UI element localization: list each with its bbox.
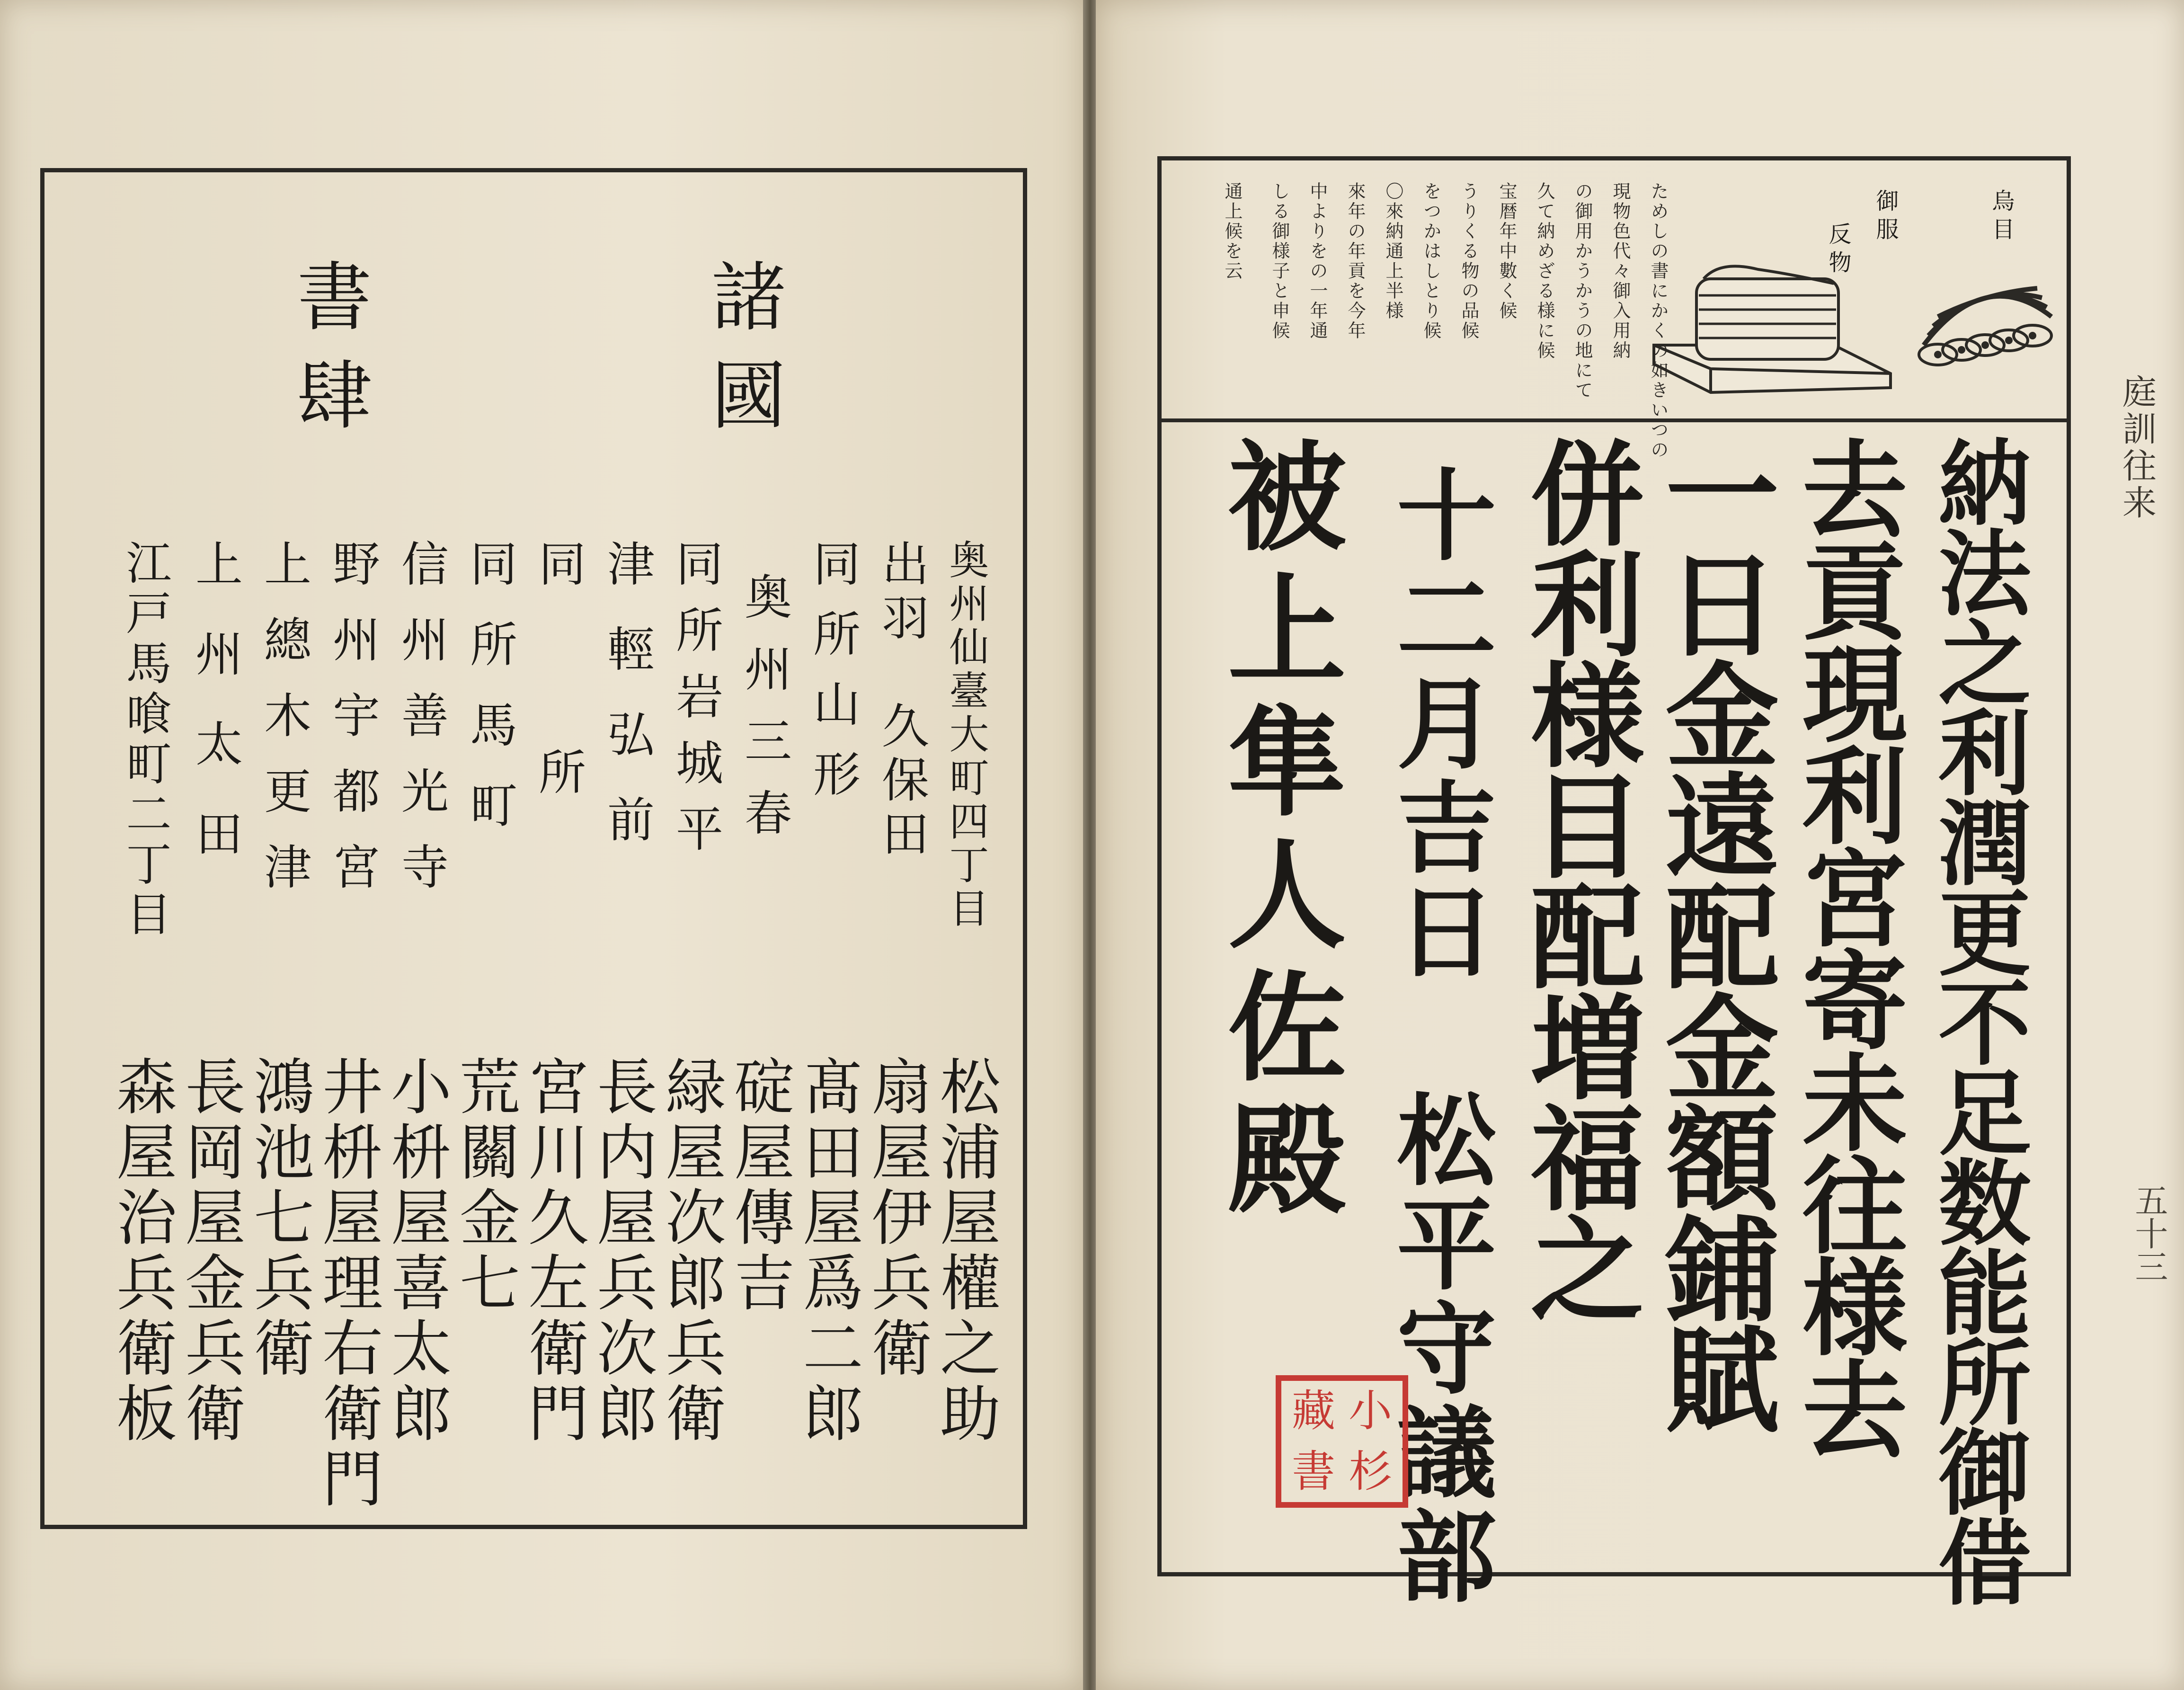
entry-shop: 髙田屋爲二郎: [792, 1055, 863, 1447]
caption-gofuku: 御服: [1872, 189, 1899, 246]
entry-location: 奥州三春: [737, 572, 792, 860]
seal-char: 書: [1292, 1446, 1336, 1497]
seal-column: [1292, 1381, 1335, 1502]
seal-char: 杉: [1348, 1446, 1392, 1497]
note-line: 中よりをの一年通: [1307, 182, 1328, 341]
main-text-column-date: 十二月吉日 松平守議部: [1380, 463, 1497, 1609]
main-text-column: 一日金遠配金額鋪賦: [1646, 435, 1780, 1432]
entry-location: 同所馬町: [462, 539, 517, 861]
entry-location: 野州宇都宮: [325, 539, 380, 918]
bookseller-entry: [243, 539, 319, 1486]
collector-seal: [1276, 1375, 1408, 1508]
heading-char: 肆: [284, 356, 372, 454]
bookseller-entry: [724, 539, 799, 1486]
note-line: 宝暦年中數く候: [1496, 182, 1517, 321]
entry-shop: 松浦屋權之助: [930, 1055, 1000, 1447]
note-line: 通上候を云: [1222, 182, 1243, 281]
entry-shop: 森屋治兵衛板: [106, 1055, 177, 1447]
heading-char: 諸: [699, 258, 786, 356]
heading-char: 書: [284, 258, 372, 356]
note-line: 現物色代々御入用納: [1610, 182, 1631, 361]
note-line: をつかはしとり候: [1420, 182, 1441, 341]
entry-shop: 小枡屋喜太郎: [381, 1055, 451, 1447]
entry-location: 信州善光寺: [393, 539, 449, 918]
entry-location: 江戸馬喰町二丁目: [119, 539, 172, 941]
entry-shop: 碇屋傳吉: [724, 1055, 794, 1316]
note-line: ためしの書にかくの如きいつの: [1648, 182, 1669, 460]
folio-number: 五十三: [2130, 1183, 2168, 1283]
main-text-column: 去貢現利宮寄未往様去: [1784, 435, 1908, 1458]
heading-char: 國: [699, 356, 786, 454]
left-page: [0, 0, 1084, 1690]
note-line: の御用かうかうの地にて: [1572, 182, 1593, 400]
entry-location: 津輕弘前: [599, 539, 655, 880]
bookseller-entry: [175, 539, 250, 1486]
main-text-column-addressee: 被上隼人佐殿: [1208, 435, 1347, 1230]
seal-char: 小: [1348, 1386, 1392, 1436]
coin-strings-illustration: [1909, 255, 2061, 374]
entry-location: 上州太田: [187, 539, 243, 899]
bookseller-entry: [586, 539, 662, 1486]
bookseller-entry: [449, 539, 525, 1486]
entry-shop: 宮川久左衛門: [518, 1055, 588, 1447]
note-line: 〇來納通上半様: [1383, 182, 1403, 321]
entry-shop: 荒關金七: [449, 1055, 520, 1316]
entry-shop: 長岡屋金兵衛: [175, 1055, 245, 1447]
entry-shop: 鴻池七兵衛: [243, 1055, 314, 1382]
entry-location: 同 所: [531, 539, 586, 800]
bookseller-entry: [312, 539, 388, 1512]
bookseller-entry: [381, 539, 456, 1486]
caption-tanmono: 反物: [1825, 222, 1851, 279]
entry-location: 同所山形: [805, 539, 861, 819]
note-line: 來年の年貢を今年: [1345, 182, 1366, 341]
entry-location: 奥州仙臺大町四丁目: [943, 539, 989, 931]
note-line: しる御様子と申候: [1269, 182, 1290, 341]
entry-shop: 緑屋次郎兵衛: [655, 1055, 726, 1447]
entry-location: 上總木更津: [256, 539, 311, 918]
entry-shop: 扇屋伊兵衛: [861, 1055, 932, 1382]
bookseller-entry: [930, 539, 1005, 1486]
text-frame: [1157, 156, 2071, 1609]
main-text-column: 併利様目配増福之: [1511, 435, 1645, 1321]
heading-booksellers: [284, 258, 372, 454]
main-text-column: 納法之利潤更不足数能所御借: [1923, 435, 2032, 1604]
bookseller-entry: [518, 539, 594, 1486]
note-line: うりくる物の品候: [1458, 182, 1479, 341]
seal-char: 藏: [1292, 1386, 1336, 1436]
bookseller-entry: [792, 539, 868, 1486]
bookseller-entry: [861, 539, 937, 1486]
note-line: 久て納めざる様に候: [1534, 182, 1555, 361]
imprint-frame: [40, 168, 1027, 1529]
seal-column: [1349, 1381, 1392, 1502]
book-gutter: [1083, 0, 1097, 1690]
entry-location: 出羽 久保田: [874, 539, 929, 863]
entry-shop: 井枡屋理右衛門: [312, 1055, 382, 1512]
illustration-notes: [1195, 182, 1678, 460]
heading-provinces: [699, 258, 786, 454]
entry-shop: 長内屋兵次郎: [586, 1055, 657, 1447]
entry-location: 同所岩城平: [668, 539, 723, 871]
bookseller-entry: [655, 539, 731, 1486]
illustration-band: [1162, 160, 2067, 460]
margin-book-title: 庭訓往来: [2117, 374, 2157, 522]
caption-karasume: 烏目: [1988, 189, 2015, 246]
bookseller-entry: [106, 539, 182, 1486]
